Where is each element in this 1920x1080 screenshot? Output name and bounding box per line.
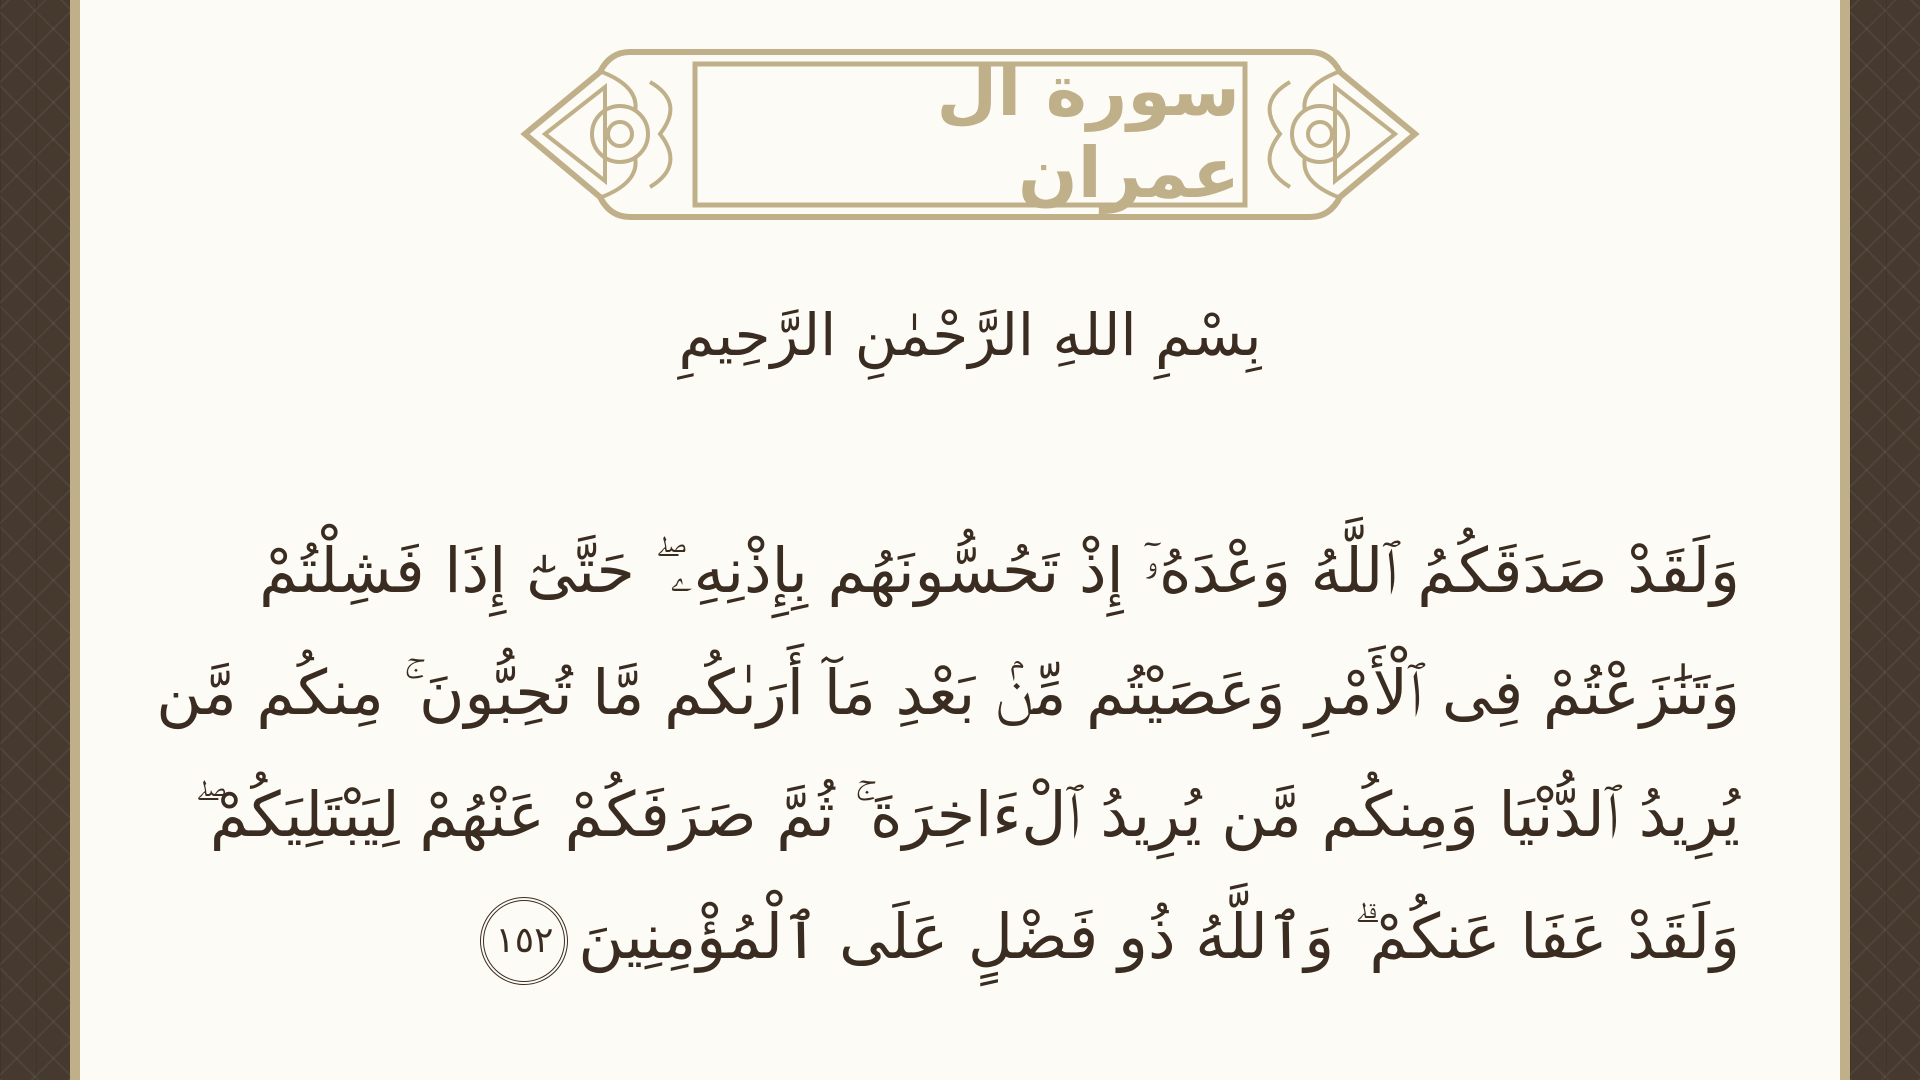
verse-line-2: وَتَنَٰزَعْتُمْ فِى ٱلْأَمْرِ وَعَصَيْتُم مِّنۢ بَعْدِ مَآ أَرَىٰكُم مَّا تُحِبُّونَ ۚ مِنكُم مَّن bbox=[156, 656, 1740, 729]
surah-title: سورة ال عمران bbox=[936, 50, 1240, 214]
verse-text bbox=[156, 510, 1740, 998]
verse-line-4 bbox=[210, 876, 1740, 998]
verse-line-3: يُرِيدُ ٱلدُّنْيَا وَمِنكُم مَّن يُرِيدُ ٱلْءَاخِرَةَ ۚ ثُمَّ صَرَفَكُمْ عَنْهُمْ لِيَبْتَلِيَكُمْ ۖ bbox=[194, 778, 1740, 851]
right-decorative-border bbox=[1850, 0, 1920, 1080]
verse-line-4-text: وَلَقَدْ عَفَا عَنكُمْ ۗ وَٱللَّهُ ذُو فَضْلٍ عَلَى ٱلْمُؤْمِنِينَ bbox=[578, 900, 1740, 973]
mushaf-page bbox=[70, 0, 1850, 1080]
left-decorative-border bbox=[0, 0, 70, 1080]
ayah-number-marker: ١٥٢ bbox=[480, 897, 568, 985]
verse-line-1: وَلَقَدْ صَدَقَكُمُ ٱللَّهُ وَعْدَهُۥٓ إِذْ تَحُسُّونَهُم بِإِذْنِهِۦ ۖ حَتَّىٰٓ إِذَا فَشِلْتُمْ bbox=[259, 534, 1740, 607]
surah-title-frame bbox=[510, 42, 1430, 227]
bismillah: بِسْمِ اللهِ الرَّحْمٰنِ الرَّحِيمِ bbox=[678, 301, 1262, 369]
